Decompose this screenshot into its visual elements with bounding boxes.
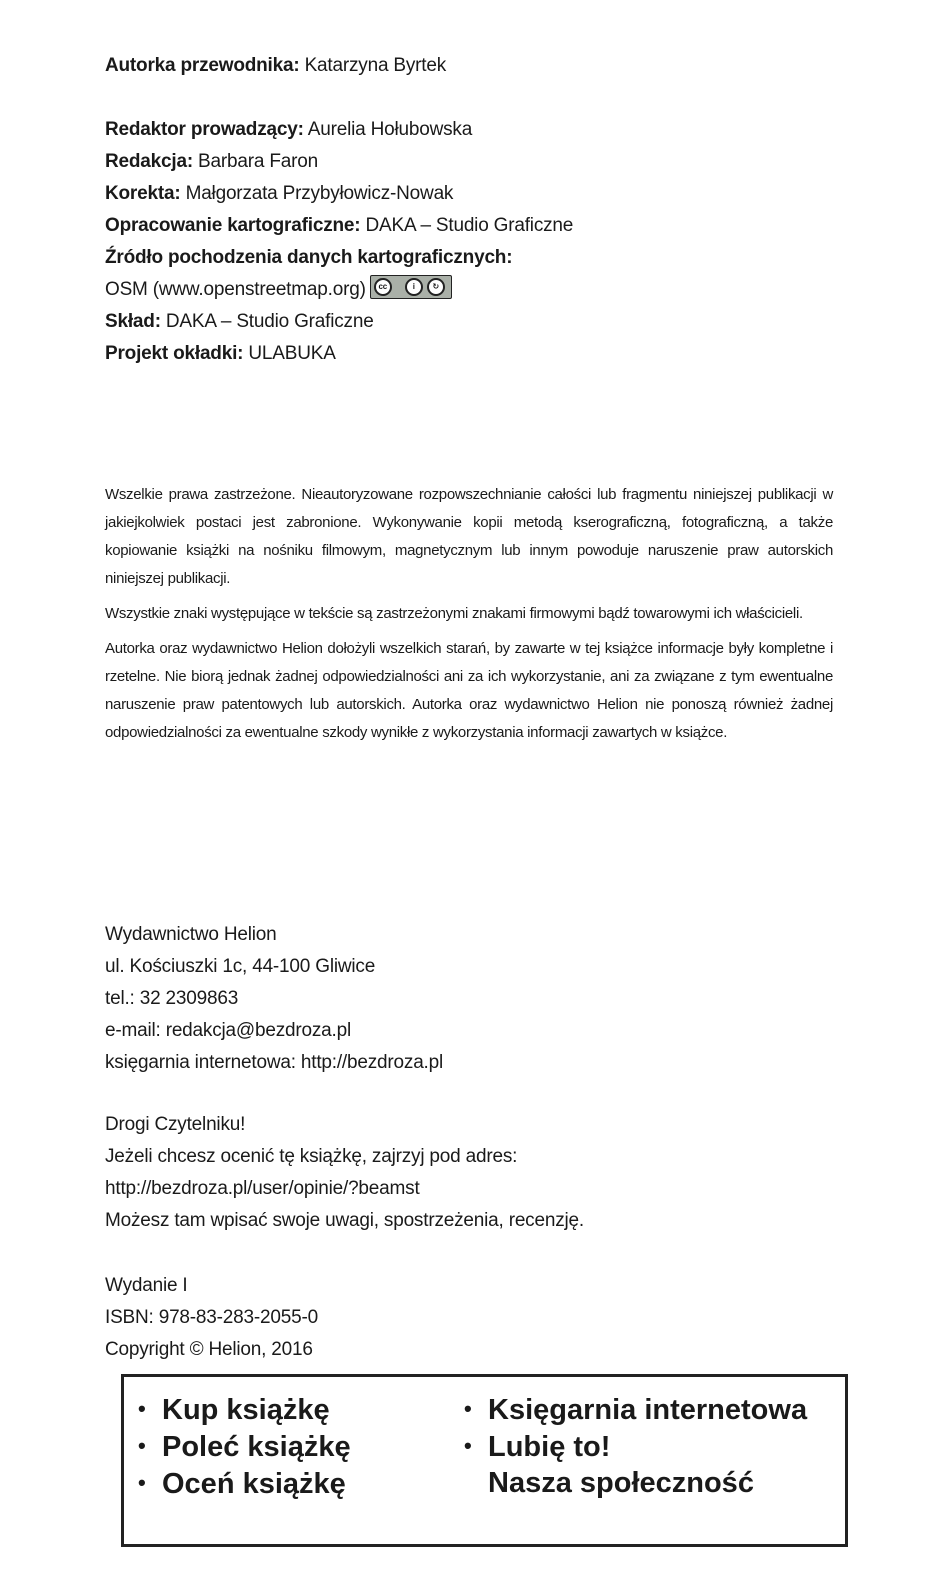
isbn: ISBN: 978-83-283-2055-0 <box>105 1307 318 1328</box>
cc-by-sa-license-icon: cc i ↻ <box>370 275 452 299</box>
credit-line: Korekta: Małgorzata Przybyłowicz-Nowak <box>105 183 454 204</box>
rate-book-link[interactable]: • Oceń książkę <box>138 1465 351 1502</box>
publisher-info <box>105 919 443 1079</box>
recommend-book-link[interactable]: • Poleć książkę <box>138 1428 351 1465</box>
reader-note: Drogi Czytelniku! Jeżeli chcesz ocenić tę książkę, zajrzyj pod adres: http://bezdroza.pl/user/opinie/?beamst Możesz tam wpisać swoje uwagi, spostrzeżenia, recenzję. <box>105 1114 584 1231</box>
credit-line: OSM (www.openstreetmap.org) cc i ↻ <box>105 274 573 306</box>
edition-number: Wydanie I <box>105 1275 188 1296</box>
book-actions-box <box>121 1374 848 1547</box>
bullet-icon: • <box>138 1396 146 1421</box>
credit-line: Opracowanie kartograficzne: DAKA – Studio Graficzne <box>105 215 574 236</box>
credit-line: Redakcja: Barbara Faron <box>105 151 318 172</box>
like-community-link[interactable]: • Lubię to! <box>464 1428 807 1465</box>
legal-paragraph: Autorka oraz wydawnictwo Helion dołożyli wszelkich starań, by zawarte w tej książce informacje były kompletne i rzetelne. Nie biorą jednak żadnej odpowiedzialności ani za ich wykorzystanie, ani za związane z tym ewentualne naruszenie praw patentowych lub autorskich. Autorka oraz wydawnictwo Helion nie ponoszą również żadnej odpowiedzialności za ewentualne szkody wynikłe z wykorzystania informacji zawartych w książce. <box>105 640 833 741</box>
publisher-name: Wydawnictwo Helion <box>105 924 277 945</box>
credit-line: Skład: DAKA – Studio Graficzne <box>105 311 374 332</box>
review-url: http://bezdroza.pl/user/opinie/?beamst <box>105 1178 420 1199</box>
publisher-address: ul. Kościuszki 1c, 44-100 Gliwice <box>105 956 376 977</box>
legal-paragraph: Wszystkie znaki występujące w tekście są zastrzeżonymi znakami firmowymi bądź towarowymi ich właścicieli. <box>105 605 803 622</box>
publisher-website: księgarnia internetowa: http://bezdroza.pl <box>105 1052 444 1073</box>
bullet-icon: • <box>464 1396 472 1421</box>
publisher-email: e-mail: redakcja@bezdroza.pl <box>105 1020 352 1041</box>
author-value: Katarzyna Byrtek <box>299 55 447 76</box>
bullet-icon: • <box>464 1433 472 1458</box>
online-bookstore-link[interactable]: • Księgarnia internetowa <box>464 1391 807 1428</box>
bullet-icon: • <box>138 1470 146 1495</box>
legal-notice <box>105 481 833 754</box>
credit-line: Redaktor prowadzący: Aurelia Hołubowska <box>105 119 473 140</box>
author-label: Autorka przewodnika: <box>105 55 300 76</box>
legal-paragraph: Wszelkie prawa zastrzeżone. Nieautoryzowane rozpowszechnianie całości lub fragmentu niniejszej publikacji w jakiejkolwiek postaci jest zabronione. Wykonywanie kopii metodą kserograficzną, fotograficzną, a także kopiowanie książki na nośniku filmowym, magnetycznym lub innym powoduje naruszenie praw autorskich niniejszej publikacji. <box>105 486 833 587</box>
publisher-phone: tel.: 32 2309863 <box>105 988 239 1009</box>
buy-book-link[interactable]: • Kup książkę <box>138 1391 351 1428</box>
community-label[interactable]: Nasza społeczność <box>488 1467 754 1499</box>
credit-line: Projekt okładki: ULABUKA <box>105 343 336 364</box>
bullet-icon: • <box>138 1433 146 1458</box>
credit-line: Źródło pochodzenia danych kartograficznych: <box>105 247 513 268</box>
copyright: Copyright © Helion, 2016 <box>105 1339 313 1360</box>
author-credit <box>105 50 446 82</box>
editorial-credits <box>105 114 573 370</box>
edition-info <box>105 1270 318 1366</box>
